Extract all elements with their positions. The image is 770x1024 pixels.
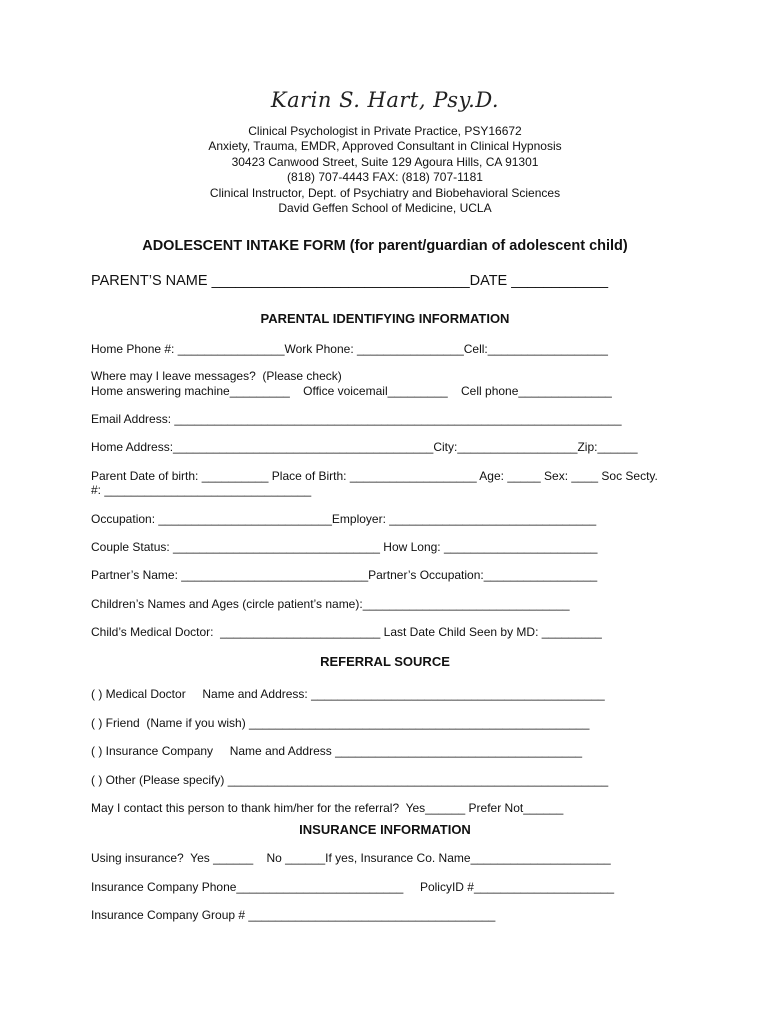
medical-doctor-field[interactable]: Child’s Medical Doctor: ________________________ Last Date Child Seen by MD: _________ <box>91 625 602 639</box>
section-title-referral: REFERRAL SOURCE <box>320 654 450 669</box>
email-field[interactable]: Email Address: ___________________________________________________________________ <box>91 412 622 426</box>
letterhead-line-address: 30423 Canwood Street, Suite 129 Agoura Hills, CA 91301 <box>231 155 539 169</box>
letterhead-line-school: David Geffen School of Medicine, UCLA <box>278 201 492 215</box>
referral-other[interactable]: ( ) Other (Please specify) _________________________________________________________ <box>91 773 609 787</box>
messages-options[interactable]: Home answering machine_________ Office voicemail_________ Cell phone______________ <box>91 384 612 398</box>
letterhead-line-specialties: Anxiety, Trauma, EMDR, Approved Consultant in Clinical Hypnosis <box>208 139 562 153</box>
partner-field[interactable]: Partner’s Name: ____________________________Partner’s Occupation:_________________ <box>91 568 598 582</box>
insurance-phone-policy-field[interactable]: Insurance Company Phone_________________________ PolicyID #_____________________ <box>91 880 615 894</box>
messages-question: Where may I leave messages? (Please check) <box>91 369 342 383</box>
couple-status-field[interactable]: Couple Status: _______________________________ How Long: _______________________ <box>91 540 598 554</box>
referral-insurance[interactable]: ( ) Insurance Company Name and Address _____________________________________ <box>91 744 583 758</box>
home-address-field[interactable]: Home Address:_______________________________________City:__________________Zip:______ <box>91 440 638 454</box>
form-title: ADOLESCENT INTAKE FORM (for parent/guardian of adolescent child) <box>142 238 628 254</box>
letterhead-line-credentials: Clinical Psychologist in Private Practice, PSY16672 <box>248 124 522 138</box>
phone-fields[interactable]: Home Phone #: ________________Work Phone: ________________Cell:__________________ <box>91 342 608 356</box>
referral-medical-doctor[interactable]: ( ) Medical Doctor Name and Address: ____________________________________________ <box>91 687 605 701</box>
occupation-field[interactable]: Occupation: __________________________Employer: _______________________________ <box>91 512 597 526</box>
date-of-birth-field[interactable]: Parent Date of birth: __________ Place of Birth: ___________________ Age: _____ Sex: ____ Soc Secty. #: _______________________________ <box>91 469 658 497</box>
children-names-field[interactable]: Children’s Names and Ages (circle patient’s name):_______________________________ <box>91 597 570 611</box>
letterhead-line-instructor: Clinical Instructor, Dept. of Psychiatry and Biobehavioral Sciences <box>209 186 561 200</box>
letterhead-signature: Karin S. Hart, Psy.D. <box>270 88 500 112</box>
parent-name-date-field[interactable]: PARENT’S NAME ________________________________DATE ____________ <box>91 273 609 289</box>
letterhead-line-phone: (818) 707-4443 FAX: (818) 707-1181 <box>287 170 483 184</box>
insurance-group-field[interactable]: Insurance Company Group # _____________________________________ <box>91 908 496 922</box>
section-title-insurance: INSURANCE INFORMATION <box>299 822 471 837</box>
referral-contact-permission[interactable]: May I contact this person to thank him/her for the referral? Yes______ Prefer Not______ <box>91 801 564 815</box>
using-insurance-field[interactable]: Using insurance? Yes ______ No ______If yes, Insurance Co. Name_____________________ <box>91 851 611 865</box>
section-title-parental: PARENTAL IDENTIFYING INFORMATION <box>260 311 510 326</box>
referral-friend[interactable]: ( ) Friend (Name if you wish) ___________________________________________________ <box>91 716 590 730</box>
